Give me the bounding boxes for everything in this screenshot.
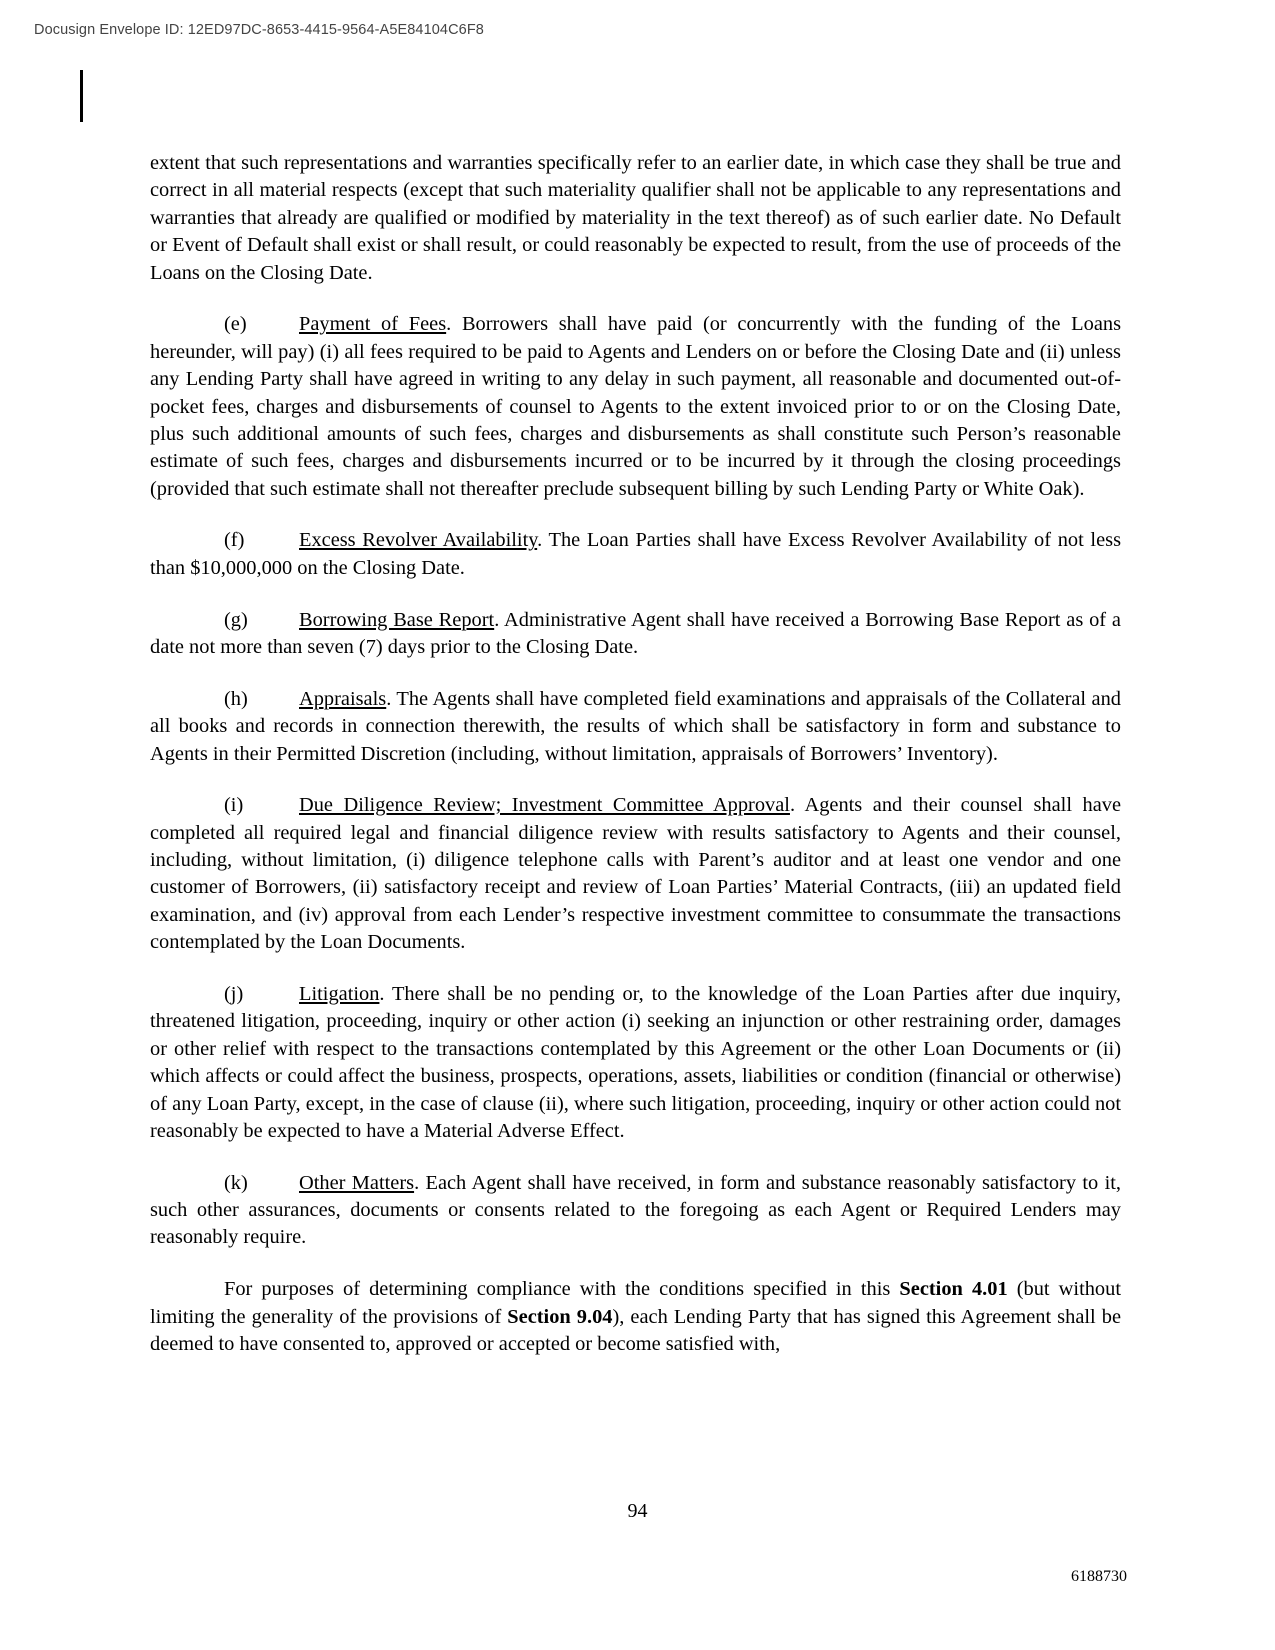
- section-text: . Administrative Agent shall have received a Borrowing Base Report as of a date not more than seven (7) days prior to the Closing Date.: [150, 608, 1121, 658]
- section-text: . Borrowers shall have paid (or concurrently with the funding of the Loans hereunder, will pay) (i) all fees required to be paid to Agents and Lenders on or before the Closing Date and (ii) unless any Lending Party shall have agreed in writing to any delay in such payment, all reasonable and documented out-of-pocket fees, charges and disbursements of counsel to Agents to the extent invoiced prior to or on the Closing Date, plus such additional amounts of such fees, charges and disbursements as shall constitute such Person’s reasonable estimate of such fees, charges and disbursements incurred or to be incurred by it through the closing proceedings (provided that such estimate shall not thereafter preclude subsequent billing by such Lending Party or White Oak).: [150, 313, 1121, 500]
- section-marker: (h): [224, 687, 248, 710]
- intro-paragraph: extent that such representations and warranties specifically refer to an earlier date, in which case they shall be true and correct in all material respects (except that such materiality qualifier shall not be applicable to any representations and warranties that already are qualified or modified by materiality in the text thereof) as of such earlier date. No Default or Event of Default shall exist or shall result, or could reasonably be expected to result, from the use of proceeds of the Loans on the Closing Date.: [150, 152, 1121, 284]
- section-heading: Payment of Fees: [299, 313, 447, 336]
- section-text: . Agents and their counsel shall have completed all required legal and financial diligence review with results satisfactory to Agents and their counsel, including, without limitation, (i) diligence telephone calls with Parent’s auditor and at least one vendor and one customer of Borrowers, (ii) satisfactory receipt and review of Loan Parties’ Material Contracts, (iii) an updated field examination, and (iv) approval from each Lender’s respective investment committee to consummate the transactions contemplated by the Loan Documents.: [150, 794, 1122, 954]
- docusign-envelope-id: Docusign Envelope ID: 12ED97DC-8653-4415-9564-A5E84104C6F8: [34, 22, 484, 38]
- section-marker: (e): [224, 313, 247, 336]
- section-marker: (g): [224, 608, 248, 631]
- closing-text: For purposes of determining compliance with the conditions specified in this: [224, 1278, 900, 1301]
- section-heading: Due Diligence Review; Investment Committee Approval: [299, 794, 790, 817]
- section-j: [150, 981, 1121, 1145]
- section-f: [150, 527, 1121, 582]
- section-marker: (i): [224, 794, 244, 817]
- section-e: [150, 311, 1121, 503]
- section-text: . Each Agent shall have received, in form and substance reasonably satisfactory to it, such other assurances, documents or consents related to the foregoing as each Agent or Required Lenders may reasonably require.: [150, 1171, 1121, 1249]
- section-marker: (j): [224, 982, 244, 1005]
- section-h: [150, 686, 1121, 768]
- document-body: [150, 150, 1121, 1383]
- section-g: [150, 607, 1121, 662]
- closing-text: ), each Lending Party that has signed this Agreement shall be deemed to have consented to, approved or accepted or become satisfied with,: [150, 1305, 1122, 1355]
- section-text: . There shall be no pending or, to the knowledge of the Loan Parties after due inquiry, threatened litigation, proceeding, inquiry or other action (i) seeking an injunction or other restraining order, damages or other relief with respect to the transactions contemplated by this Agreement or the other Loan Documents or (ii) which affects or could affect the business, prospects, operations, assets, liabilities or condition (financial or otherwise) of any Loan Party, except, in the case of clause (ii), where such litigation, proceeding, inquiry or other action could not reasonably be expected to have a Material Adverse Effect.: [150, 982, 1121, 1142]
- section-marker: (f): [224, 529, 245, 552]
- closing-paragraph: [150, 1276, 1121, 1358]
- section-marker: (k): [224, 1171, 248, 1194]
- section-text: . The Agents shall have completed field examinations and appraisals of the Collateral and all books and records in connection therewith, the results of which shall be satisfactory in form and substance to Agents in their Permitted Discretion (including, without limitation, appraisals of Borrowers’ Inventory).: [150, 687, 1121, 765]
- section-reference: Section 4.01: [899, 1278, 1008, 1301]
- section-heading: Litigation: [299, 982, 380, 1005]
- section-heading: Appraisals: [299, 687, 387, 710]
- section-heading: Excess Revolver Availability: [299, 529, 538, 552]
- section-k: [150, 1170, 1121, 1252]
- section-text: . The Loan Parties shall have Excess Revolver Availability of not less than $10,000,000 on the Closing Date.: [150, 529, 1122, 579]
- closing-text: (but without limiting the generality of the provisions of: [150, 1278, 1121, 1328]
- section-reference: Section 9.04: [507, 1305, 613, 1328]
- revision-change-bar: [80, 70, 83, 122]
- section-heading: Other Matters: [299, 1171, 415, 1194]
- document-number: 6188730: [1071, 1568, 1127, 1585]
- section-heading: Borrowing Base Report: [299, 608, 495, 631]
- section-i: [150, 792, 1121, 956]
- page-number: 94: [627, 1500, 648, 1522]
